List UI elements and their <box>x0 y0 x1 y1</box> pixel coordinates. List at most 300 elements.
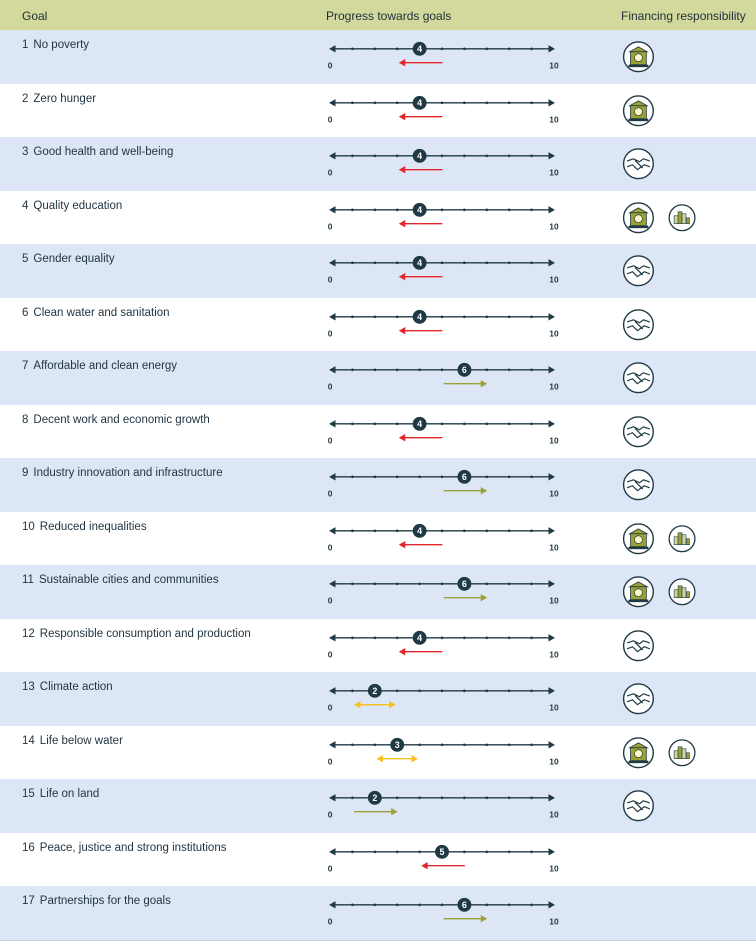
scale-tick <box>530 690 533 693</box>
scale-tick <box>486 797 489 800</box>
axis-arrow-left <box>329 313 335 320</box>
scale-tick <box>374 904 377 907</box>
goal-number: 17 <box>22 895 35 907</box>
scale-min-label: 0 <box>327 595 333 606</box>
scale-tick <box>508 743 511 746</box>
goal-name: Clean water and sanitation <box>33 306 170 319</box>
goal-label <box>22 521 147 533</box>
goal-name: No poverty <box>33 39 90 51</box>
trend-arrow-head-right <box>389 701 395 708</box>
scale-min-label: 0 <box>327 756 333 767</box>
scale-tick <box>351 529 354 532</box>
scale-max-label: 10 <box>549 221 559 232</box>
progress-scale <box>318 30 568 84</box>
scale-tick <box>441 315 444 318</box>
scale-tick <box>396 422 399 425</box>
axis-arrow-left <box>329 45 335 52</box>
axis-arrow-left <box>329 527 335 534</box>
trend-arrow-head <box>399 540 405 547</box>
handshake-icon <box>624 309 654 339</box>
axis-arrow-left <box>329 848 335 855</box>
scale-tick <box>374 315 377 318</box>
goal-name: Decent work and economic growth <box>33 413 210 426</box>
scale-tick <box>486 155 489 158</box>
scale-tick <box>530 743 533 746</box>
axis-arrow-left <box>329 420 335 427</box>
goal-row <box>0 298 756 352</box>
goal-row <box>0 726 756 780</box>
scale-tick <box>351 422 354 425</box>
axis-arrow-right <box>549 99 555 106</box>
scale-tick <box>351 315 354 318</box>
trend-arrow-head <box>399 219 405 226</box>
scale-tick <box>463 743 466 746</box>
goal-number: 14 <box>22 734 35 747</box>
scale-tick <box>374 101 377 104</box>
axis-arrow-right <box>549 848 555 855</box>
scale-tick <box>351 690 354 693</box>
scale-tick <box>418 690 421 693</box>
scale-tick <box>396 690 399 693</box>
scale-tick <box>530 476 533 479</box>
scale-tick <box>486 529 489 532</box>
score-value: 2 <box>372 793 378 804</box>
financing-icons <box>620 30 750 84</box>
financing-icons <box>620 84 750 138</box>
scale-tick <box>530 583 533 586</box>
axis-arrow-right <box>549 580 555 587</box>
score-value: 5 <box>439 846 445 857</box>
scale-tick <box>463 636 466 639</box>
scale-tick <box>351 583 354 586</box>
scale-tick <box>508 422 511 425</box>
scale-max-label: 10 <box>549 542 559 553</box>
scale-min-label: 0 <box>327 702 333 713</box>
axis-arrow-right <box>549 152 555 159</box>
scale-tick <box>396 369 399 372</box>
scale-tick <box>418 476 421 479</box>
progress-scale <box>318 726 568 780</box>
financing-icons <box>620 565 750 619</box>
scale-tick <box>396 476 399 479</box>
scale-min-label: 0 <box>327 60 333 71</box>
scale-tick <box>351 476 354 479</box>
scale-max-label: 10 <box>549 809 559 820</box>
scale-min-label: 0 <box>327 916 333 927</box>
goal-row <box>0 244 756 298</box>
scale-tick <box>351 208 354 211</box>
scale-tick <box>508 476 511 479</box>
score-value: 6 <box>461 472 467 483</box>
trend-arrow-head-left <box>376 754 382 761</box>
scale-min-label: 0 <box>327 435 333 446</box>
axis-arrow-left <box>329 99 335 106</box>
scale-tick <box>530 48 533 51</box>
score-value: 6 <box>461 365 467 376</box>
scale-tick <box>486 476 489 479</box>
scale-tick <box>418 797 421 800</box>
scale-tick <box>441 636 444 639</box>
goal-label <box>22 628 251 640</box>
financing-icons <box>620 137 750 191</box>
scale-tick <box>351 262 354 265</box>
scale-min-label: 0 <box>327 221 333 232</box>
scale-tick <box>463 850 466 853</box>
financing-icons <box>620 619 750 673</box>
scale-tick <box>530 369 533 372</box>
goal-label <box>22 414 210 426</box>
score-value: 6 <box>461 900 467 911</box>
goal-name: Zero hunger <box>33 92 97 105</box>
axis-arrow-left <box>329 366 335 373</box>
scale-tick <box>351 850 354 853</box>
score-value: 6 <box>461 579 467 590</box>
progress-scale <box>318 565 568 619</box>
scale-tick <box>486 369 489 372</box>
score-value: 4 <box>417 151 423 162</box>
trend-arrow-head-left <box>354 701 360 708</box>
scale-tick <box>418 743 421 746</box>
scale-tick <box>441 904 444 907</box>
goal-name: Peace, justice and strong institutions <box>39 841 227 854</box>
scale-tick <box>374 529 377 532</box>
goal-name: Gender equality <box>33 253 115 265</box>
axis-arrow-right <box>549 259 555 266</box>
axis-arrow-right <box>549 473 555 480</box>
goal-row <box>0 779 756 833</box>
axis-arrow-left <box>329 152 335 159</box>
goal-number: 3 <box>22 146 29 158</box>
score-value: 3 <box>394 739 400 750</box>
trend-arrow-head <box>399 273 405 280</box>
goal-name: Quality education <box>33 199 123 212</box>
scale-tick <box>508 101 511 104</box>
progress-scale <box>318 351 568 405</box>
progress-scale <box>318 244 568 298</box>
goal-name: Climate action <box>39 681 113 693</box>
bank-icon <box>624 42 654 72</box>
scale-tick <box>441 743 444 746</box>
scale-tick <box>374 155 377 158</box>
scale-max-label: 10 <box>549 114 559 125</box>
scale-min-label: 0 <box>327 809 333 820</box>
buildings-icon <box>669 579 695 605</box>
scale-tick <box>508 636 511 639</box>
goal-label <box>22 253 115 265</box>
score-value: 4 <box>417 204 423 215</box>
financing-icons <box>620 672 750 726</box>
scale-tick <box>441 690 444 693</box>
progress-scale <box>318 458 568 512</box>
scale-tick <box>441 155 444 158</box>
bank-icon <box>624 523 654 553</box>
progress-scale <box>318 833 568 887</box>
scale-max-label: 10 <box>549 435 559 446</box>
goal-number: 13 <box>22 681 35 693</box>
financing-icons <box>620 779 750 833</box>
goal-label <box>22 467 223 479</box>
goal-row <box>0 458 756 512</box>
scale-tick <box>486 101 489 104</box>
scale-tick <box>508 155 511 158</box>
axis-arrow-right <box>549 794 555 801</box>
scale-tick <box>508 529 511 532</box>
bank-icon <box>624 202 654 232</box>
trend-arrow-head <box>421 861 427 868</box>
progress-scale <box>318 672 568 726</box>
axis-arrow-left <box>329 259 335 266</box>
goal-name: Life on land <box>39 788 100 800</box>
scale-tick <box>530 797 533 800</box>
progress-scale <box>318 886 568 940</box>
scale-tick <box>374 743 377 746</box>
scale-tick <box>441 529 444 532</box>
scale-tick <box>418 583 421 586</box>
axis-arrow-right <box>549 206 555 213</box>
axis-arrow-right <box>549 741 555 748</box>
scale-tick <box>374 422 377 425</box>
handshake-icon <box>624 416 654 446</box>
scale-tick <box>441 208 444 211</box>
goal-row <box>0 84 756 138</box>
axis-arrow-left <box>329 901 335 908</box>
scale-tick <box>396 850 399 853</box>
scale-tick <box>351 797 354 800</box>
axis-arrow-right <box>549 634 555 641</box>
scale-tick <box>351 155 354 158</box>
goal-name: Sustainable cities and communities <box>38 574 219 586</box>
goal-number: 15 <box>22 788 35 800</box>
scale-tick <box>530 636 533 639</box>
trend-arrow-head <box>481 915 487 922</box>
scale-tick <box>463 262 466 265</box>
scale-tick <box>418 904 421 907</box>
score-value: 4 <box>417 311 423 322</box>
financing-icons <box>620 726 750 780</box>
score-value: 4 <box>417 525 423 536</box>
scale-tick <box>463 155 466 158</box>
financing-icons <box>620 833 750 887</box>
progress-scale <box>318 137 568 191</box>
goal-label <box>22 146 173 158</box>
handshake-icon <box>624 470 654 500</box>
scale-tick <box>486 583 489 586</box>
goal-name: Partnerships for the goals <box>39 895 171 907</box>
scale-tick <box>463 48 466 51</box>
goal-label <box>22 360 177 372</box>
scale-tick <box>351 743 354 746</box>
scale-tick <box>508 690 511 693</box>
scale-tick <box>530 904 533 907</box>
scale-min-label: 0 <box>327 167 333 178</box>
financing-icons <box>620 458 750 512</box>
scale-tick <box>530 155 533 158</box>
scale-min-label: 0 <box>327 542 333 553</box>
axis-arrow-left <box>329 634 335 641</box>
progress-scale <box>318 779 568 833</box>
goal-number: 6 <box>22 306 29 319</box>
progress-scale <box>318 191 568 245</box>
goal-row <box>0 565 756 619</box>
trend-arrow-head <box>399 433 405 440</box>
scale-tick <box>441 101 444 104</box>
goal-row <box>0 512 756 566</box>
scale-tick <box>374 636 377 639</box>
scale-tick <box>374 476 377 479</box>
scale-max-label: 10 <box>549 60 559 71</box>
scale-max-label: 10 <box>549 167 559 178</box>
financing-column-header: Financing responsibility <box>621 9 746 23</box>
scale-tick <box>508 904 511 907</box>
scale-max-label: 10 <box>549 328 559 339</box>
goal-row <box>0 351 756 405</box>
goal-row <box>0 672 756 726</box>
axis-arrow-right <box>549 313 555 320</box>
scale-tick <box>508 208 511 211</box>
goal-label <box>22 895 171 907</box>
trend-arrow-head <box>399 59 405 66</box>
score-value: 2 <box>372 686 378 697</box>
scale-tick <box>486 422 489 425</box>
goal-label <box>22 735 123 747</box>
goal-number: 12 <box>22 627 35 640</box>
handshake-icon <box>624 684 654 714</box>
goal-name: Reduced inequalities <box>39 520 147 533</box>
goal-label <box>22 200 122 212</box>
scale-tick <box>351 101 354 104</box>
axis-arrow-right <box>549 901 555 908</box>
scale-tick <box>463 797 466 800</box>
trend-arrow-head <box>481 380 487 387</box>
scale-min-label: 0 <box>327 649 333 660</box>
scale-max-label: 10 <box>549 595 559 606</box>
goal-number: 1 <box>22 39 29 51</box>
scale-tick <box>530 208 533 211</box>
axis-arrow-right <box>549 527 555 534</box>
scale-max-label: 10 <box>549 916 559 927</box>
financing-icons <box>620 191 750 245</box>
handshake-icon <box>624 149 654 179</box>
goal-number: 4 <box>22 199 29 212</box>
goal-row <box>0 886 756 940</box>
scale-tick <box>486 690 489 693</box>
goal-number: 2 <box>22 92 29 105</box>
scale-tick <box>441 48 444 51</box>
goal-row <box>0 137 756 191</box>
goal-name: Good health and well-being <box>33 146 174 158</box>
scale-tick <box>530 422 533 425</box>
goal-number: 16 <box>22 841 35 854</box>
trend-arrow-head-right <box>412 754 418 761</box>
scale-tick <box>486 850 489 853</box>
financing-icons <box>620 351 750 405</box>
table-bottom-divider <box>0 940 756 941</box>
goal-row <box>0 30 756 84</box>
axis-arrow-left <box>329 687 335 694</box>
scale-tick <box>396 315 399 318</box>
scale-tick <box>508 315 511 318</box>
goal-name: Industry innovation and infrastructure <box>33 467 223 479</box>
goal-label <box>22 574 219 586</box>
score-value: 4 <box>417 44 423 55</box>
score-value: 4 <box>417 258 423 269</box>
progress-scale <box>318 84 568 138</box>
scale-max-label: 10 <box>549 702 559 713</box>
scale-tick <box>396 48 399 51</box>
scale-tick <box>351 636 354 639</box>
scale-min-label: 0 <box>327 381 333 392</box>
scale-tick <box>396 208 399 211</box>
scale-tick <box>441 476 444 479</box>
scale-tick <box>441 369 444 372</box>
axis-arrow-left <box>329 741 335 748</box>
scale-tick <box>441 422 444 425</box>
scale-tick <box>463 315 466 318</box>
progress-scale <box>318 619 568 673</box>
progress-scale <box>318 405 568 459</box>
goal-number: 9 <box>22 467 29 479</box>
bank-icon <box>624 737 654 767</box>
scale-max-label: 10 <box>549 863 559 874</box>
financing-icons <box>620 512 750 566</box>
scale-tick <box>463 422 466 425</box>
axis-arrow-left <box>329 473 335 480</box>
financing-icons <box>620 298 750 352</box>
scale-tick <box>486 315 489 318</box>
scale-tick <box>418 369 421 372</box>
scale-min-label: 0 <box>327 863 333 874</box>
axis-arrow-left <box>329 794 335 801</box>
scale-max-label: 10 <box>549 488 559 499</box>
axis-arrow-right <box>549 687 555 694</box>
scale-tick <box>508 583 511 586</box>
scale-tick <box>486 636 489 639</box>
goal-label <box>22 307 170 319</box>
table-header <box>0 0 756 30</box>
goal-label <box>22 842 226 854</box>
scale-tick <box>396 797 399 800</box>
score-value: 4 <box>417 97 423 108</box>
trend-arrow-head <box>481 487 487 494</box>
scale-tick <box>508 369 511 372</box>
goal-label <box>22 681 113 693</box>
scale-tick <box>463 101 466 104</box>
goal-row <box>0 191 756 245</box>
scale-tick <box>463 529 466 532</box>
goal-label <box>22 93 96 105</box>
axis-arrow-left <box>329 206 335 213</box>
scale-tick <box>486 743 489 746</box>
progress-scale <box>318 512 568 566</box>
progress-scale <box>318 298 568 352</box>
goal-number: 7 <box>22 360 29 372</box>
scale-tick <box>486 904 489 907</box>
scale-max-label: 10 <box>549 649 559 660</box>
scale-tick <box>463 208 466 211</box>
scale-min-label: 0 <box>327 114 333 125</box>
goal-row <box>0 833 756 887</box>
goal-number: 8 <box>22 413 29 426</box>
scale-tick <box>351 369 354 372</box>
score-value: 4 <box>417 418 423 429</box>
scale-tick <box>374 850 377 853</box>
axis-arrow-right <box>549 420 555 427</box>
scale-tick <box>530 315 533 318</box>
scale-tick <box>374 262 377 265</box>
goal-name: Life below water <box>39 734 123 747</box>
bank-icon <box>624 95 654 125</box>
goal-number: 10 <box>22 520 35 533</box>
